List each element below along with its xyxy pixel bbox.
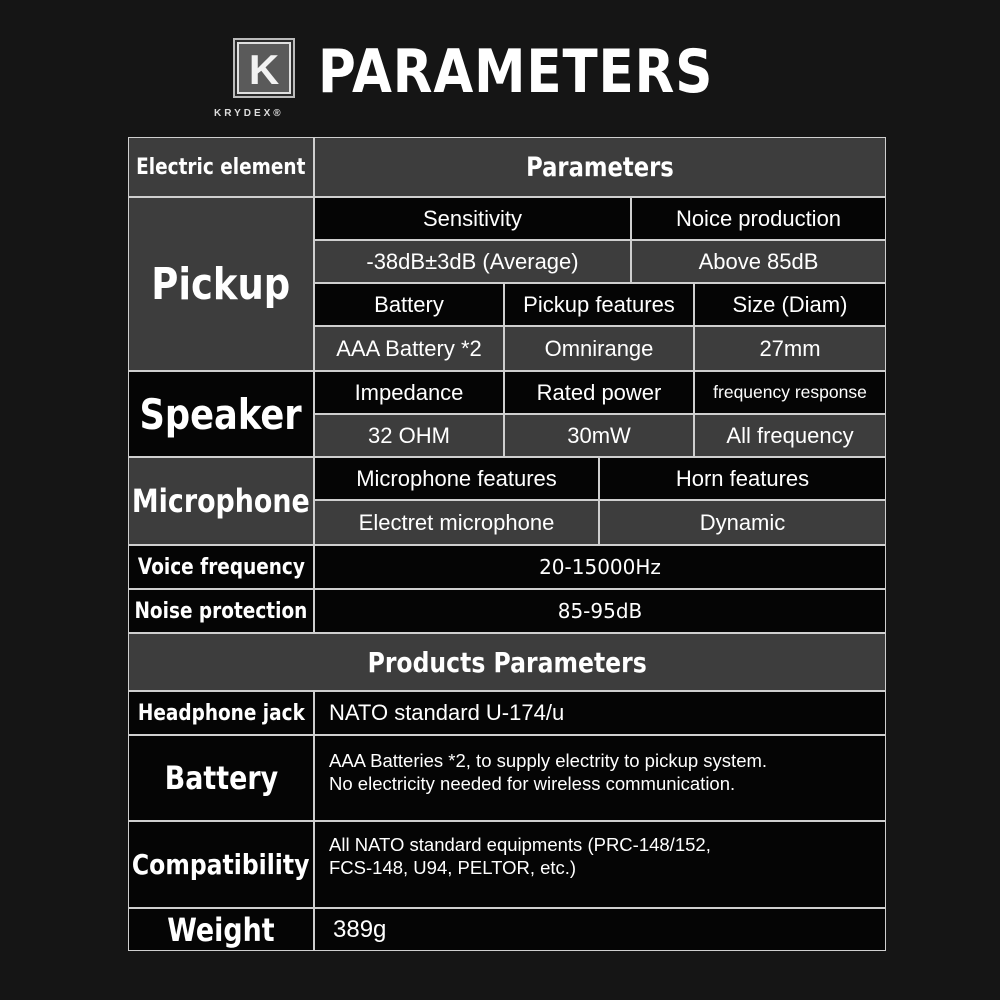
battery-value: AAA Battery *2 [314, 326, 504, 371]
weight-value: 389g [314, 908, 886, 951]
battery-product-label: Battery [128, 735, 314, 821]
compatibility-label: Compatibility [128, 821, 314, 908]
pickup-features-label: Pickup features [504, 283, 694, 326]
electric-element-header: Electric element [128, 137, 314, 197]
sensitivity-value: -38dB±3dB (Average) [314, 240, 631, 283]
battery-product-value [314, 735, 886, 821]
products-parameters-header: Products Parameters [128, 633, 886, 691]
size-label: Size (Diam) [694, 283, 886, 326]
krydex-logo [233, 38, 295, 98]
sensitivity-label: Sensitivity [314, 197, 631, 240]
noise-protection-value: 85-95dB [314, 589, 886, 633]
noise-production-value: Above 85dB [631, 240, 886, 283]
horn-features-value: Dynamic [599, 500, 886, 545]
battery-label: Battery [314, 283, 504, 326]
voice-frequency-value: 20-15000Hz [314, 545, 886, 589]
rated-power-label: Rated power [504, 371, 694, 414]
compatibility-line-1: All NATO standard equipments (PRC-148/152, [329, 834, 711, 855]
compatibility-line-2: FCS-148, U94, PELTOR, etc.) [329, 857, 577, 878]
voice-frequency-label: Voice frequency [128, 545, 314, 589]
microphone-features-value: Electret microphone [314, 500, 599, 545]
parameters-header: Parameters [314, 137, 886, 197]
battery-line-1: AAA Batteries *2, to supply electrity to pickup system. [329, 750, 768, 771]
brand-name: KRYDEX® [214, 108, 284, 119]
noise-protection-label: Noise protection [128, 589, 314, 633]
frequency-response-value: All frequency [694, 414, 886, 457]
noise-production-label: Noice production [631, 197, 886, 240]
battery-line-2: No electricity needed for wireless communication. [329, 773, 736, 794]
page-title: PARAMETERS [318, 37, 714, 107]
pickup-label: Pickup [128, 197, 314, 371]
headphone-jack-label: Headphone jack [128, 691, 314, 735]
speaker-label: Speaker [128, 371, 314, 457]
rated-power-value: 30mW [504, 414, 694, 457]
weight-label: Weight [128, 908, 314, 951]
impedance-value: 32 OHM [314, 414, 504, 457]
k-logo-icon [235, 40, 293, 96]
size-value: 27mm [694, 326, 886, 371]
headphone-jack-value: NATO standard U-174/u [314, 691, 886, 735]
frequency-response-label: frequency response [694, 371, 886, 414]
microphone-label: Microphone [128, 457, 314, 545]
horn-features-label: Horn features [599, 457, 886, 500]
pickup-features-value: Omnirange [504, 326, 694, 371]
impedance-label: Impedance [314, 371, 504, 414]
compatibility-value [314, 821, 886, 908]
microphone-features-label: Microphone features [314, 457, 599, 500]
svg-text:K: K [248, 46, 280, 93]
